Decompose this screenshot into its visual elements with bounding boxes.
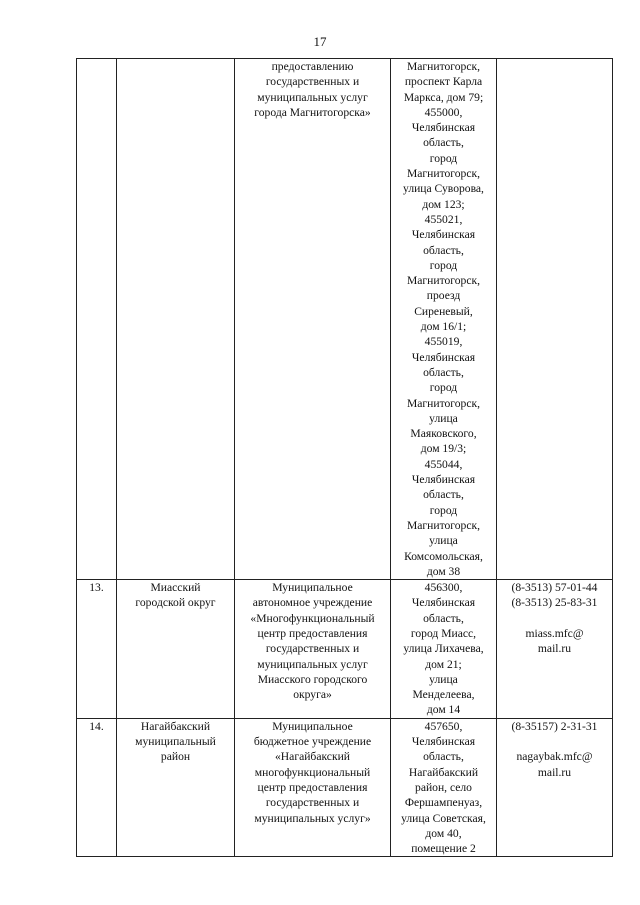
address-line: проспект Карла [404, 75, 483, 89]
address-line: область, [423, 611, 464, 625]
organization-line: предоставлению [271, 60, 354, 73]
address-line: Комсомольская, [404, 549, 483, 563]
address-line: 457650, [424, 719, 463, 733]
organization-line: бюджетное учреждение [253, 735, 372, 749]
organization-line: города Магнитогорска» [254, 105, 371, 119]
municipality-line: муниципальный [135, 735, 216, 749]
address-line: область, [423, 243, 464, 257]
cell-address [391, 59, 497, 580]
address-line: дом 14 [426, 703, 461, 717]
address-line: Челябинская [411, 473, 476, 487]
organization-line: «Многофункциональный [250, 611, 375, 625]
organization-line: Миасского городского [257, 672, 368, 686]
table-row [77, 718, 613, 857]
address-line: улица Советская, [401, 811, 486, 825]
address-line: область, [423, 365, 464, 379]
organization-line: «Нагайбакский [275, 750, 350, 764]
organization-line: государственных и [265, 642, 360, 656]
address-line: Челябинская [411, 735, 476, 749]
organization-line: государственных и [265, 796, 360, 810]
cell-number [77, 718, 117, 857]
address-line: город [429, 151, 458, 165]
municipality-line: городской округ [135, 596, 216, 610]
page-number: 17 [313, 34, 327, 49]
contacts-line: nagaybak.mfc@ [516, 750, 593, 764]
address-line: проезд [426, 289, 461, 303]
cell-contacts [497, 580, 613, 719]
address-line: 455019, [424, 335, 463, 349]
address-line: дом 123; [422, 197, 465, 211]
blank-line [499, 611, 610, 626]
table-row [77, 580, 613, 719]
address-line: район, село [415, 780, 472, 794]
cell-contacts [497, 718, 613, 857]
organization-line: Муниципальное [272, 581, 353, 595]
table-body [77, 59, 613, 857]
mfc-table [76, 58, 613, 857]
contacts-line: (8-35157) 2-31-31 [511, 719, 598, 733]
address-line: Челябинская [411, 228, 476, 242]
address-line: улица [429, 411, 458, 425]
organization-line: государственных и [265, 75, 360, 89]
address-line: Челябинская [411, 121, 476, 135]
address-line: дом 19/3; [420, 442, 467, 456]
contacts-line: mail.ru [537, 642, 572, 656]
cell-contacts [497, 59, 613, 580]
address-line: улица [429, 534, 458, 548]
address-line: Сиреневый, [414, 304, 473, 318]
number-value: 14. [89, 719, 104, 733]
address-line: город [429, 258, 458, 272]
contacts-line: mail.ru [537, 765, 572, 779]
cell-municipality [117, 580, 235, 719]
address-line: помещение 2 [411, 842, 476, 856]
address-line: Маркса, дом 79; [403, 90, 484, 104]
organization-line: муниципальных услуг [257, 90, 368, 104]
address-line: дом 21; [425, 657, 462, 671]
address-line: дом 16/1; [420, 320, 467, 334]
organization-line: муниципальных услуг [257, 657, 368, 671]
address-line: город Миасс, [410, 626, 477, 640]
address-line: 455021, [424, 212, 463, 226]
organization-line: многофункциональный [254, 765, 371, 779]
municipality-line: Нагайбакский [140, 719, 211, 733]
cell-address [391, 580, 497, 719]
municipality-line: Миасский [150, 581, 201, 595]
cell-organization [235, 59, 391, 580]
address-line: улица [429, 672, 458, 686]
cell-address [391, 718, 497, 857]
address-line: город [429, 503, 458, 517]
contacts-line: (8-3513) 57-01-44 [511, 581, 598, 595]
organization-line: центр предоставления [257, 780, 368, 794]
cell-organization [235, 718, 391, 857]
organization-line: Муниципальное [272, 719, 353, 733]
address-line: Магнитогорск, [406, 167, 481, 181]
table-row [77, 59, 613, 580]
organization-line: округа» [293, 688, 332, 702]
contacts-line: (8-3513) 25-83-31 [511, 596, 598, 610]
organization-line: центр предоставления [257, 626, 368, 640]
address-line: Челябинская [411, 350, 476, 364]
address-line: Магнитогорск, [406, 396, 481, 410]
number-value: 13. [89, 581, 104, 595]
address-line: улица Суворова, [403, 182, 484, 196]
address-line: 456300, [424, 581, 463, 595]
address-line: область, [423, 750, 464, 764]
cell-number [77, 59, 117, 580]
address-line: 455044, [424, 457, 463, 471]
address-line: Фершампенуаз, [404, 796, 483, 810]
address-line: область, [423, 136, 464, 150]
blank-line [499, 734, 610, 749]
address-line: город [429, 381, 458, 395]
address-line: улица Лихачева, [403, 642, 484, 656]
cell-municipality [117, 718, 235, 857]
contacts-line: miass.mfc@ [525, 626, 584, 640]
address-line: Магнитогорск, [406, 60, 481, 73]
address-line: дом 38 [426, 564, 461, 578]
address-line: Менделеева, [412, 688, 475, 702]
cell-municipality [117, 59, 235, 580]
organization-line: автономное учреждение [252, 596, 373, 610]
address-line: 455000, [424, 105, 463, 119]
address-line: область, [423, 488, 464, 502]
cell-number [77, 580, 117, 719]
address-line: дом 40, [425, 826, 462, 840]
address-line: Маяковского, [410, 427, 477, 441]
organization-line: муниципальных услуг» [254, 811, 371, 825]
address-line: Магнитогорск, [406, 274, 481, 288]
address-line: Челябинская [411, 596, 476, 610]
cell-organization [235, 580, 391, 719]
address-line: Магнитогорск, [406, 518, 481, 532]
address-line: Нагайбакский [408, 765, 479, 779]
municipality-line: район [160, 750, 191, 764]
